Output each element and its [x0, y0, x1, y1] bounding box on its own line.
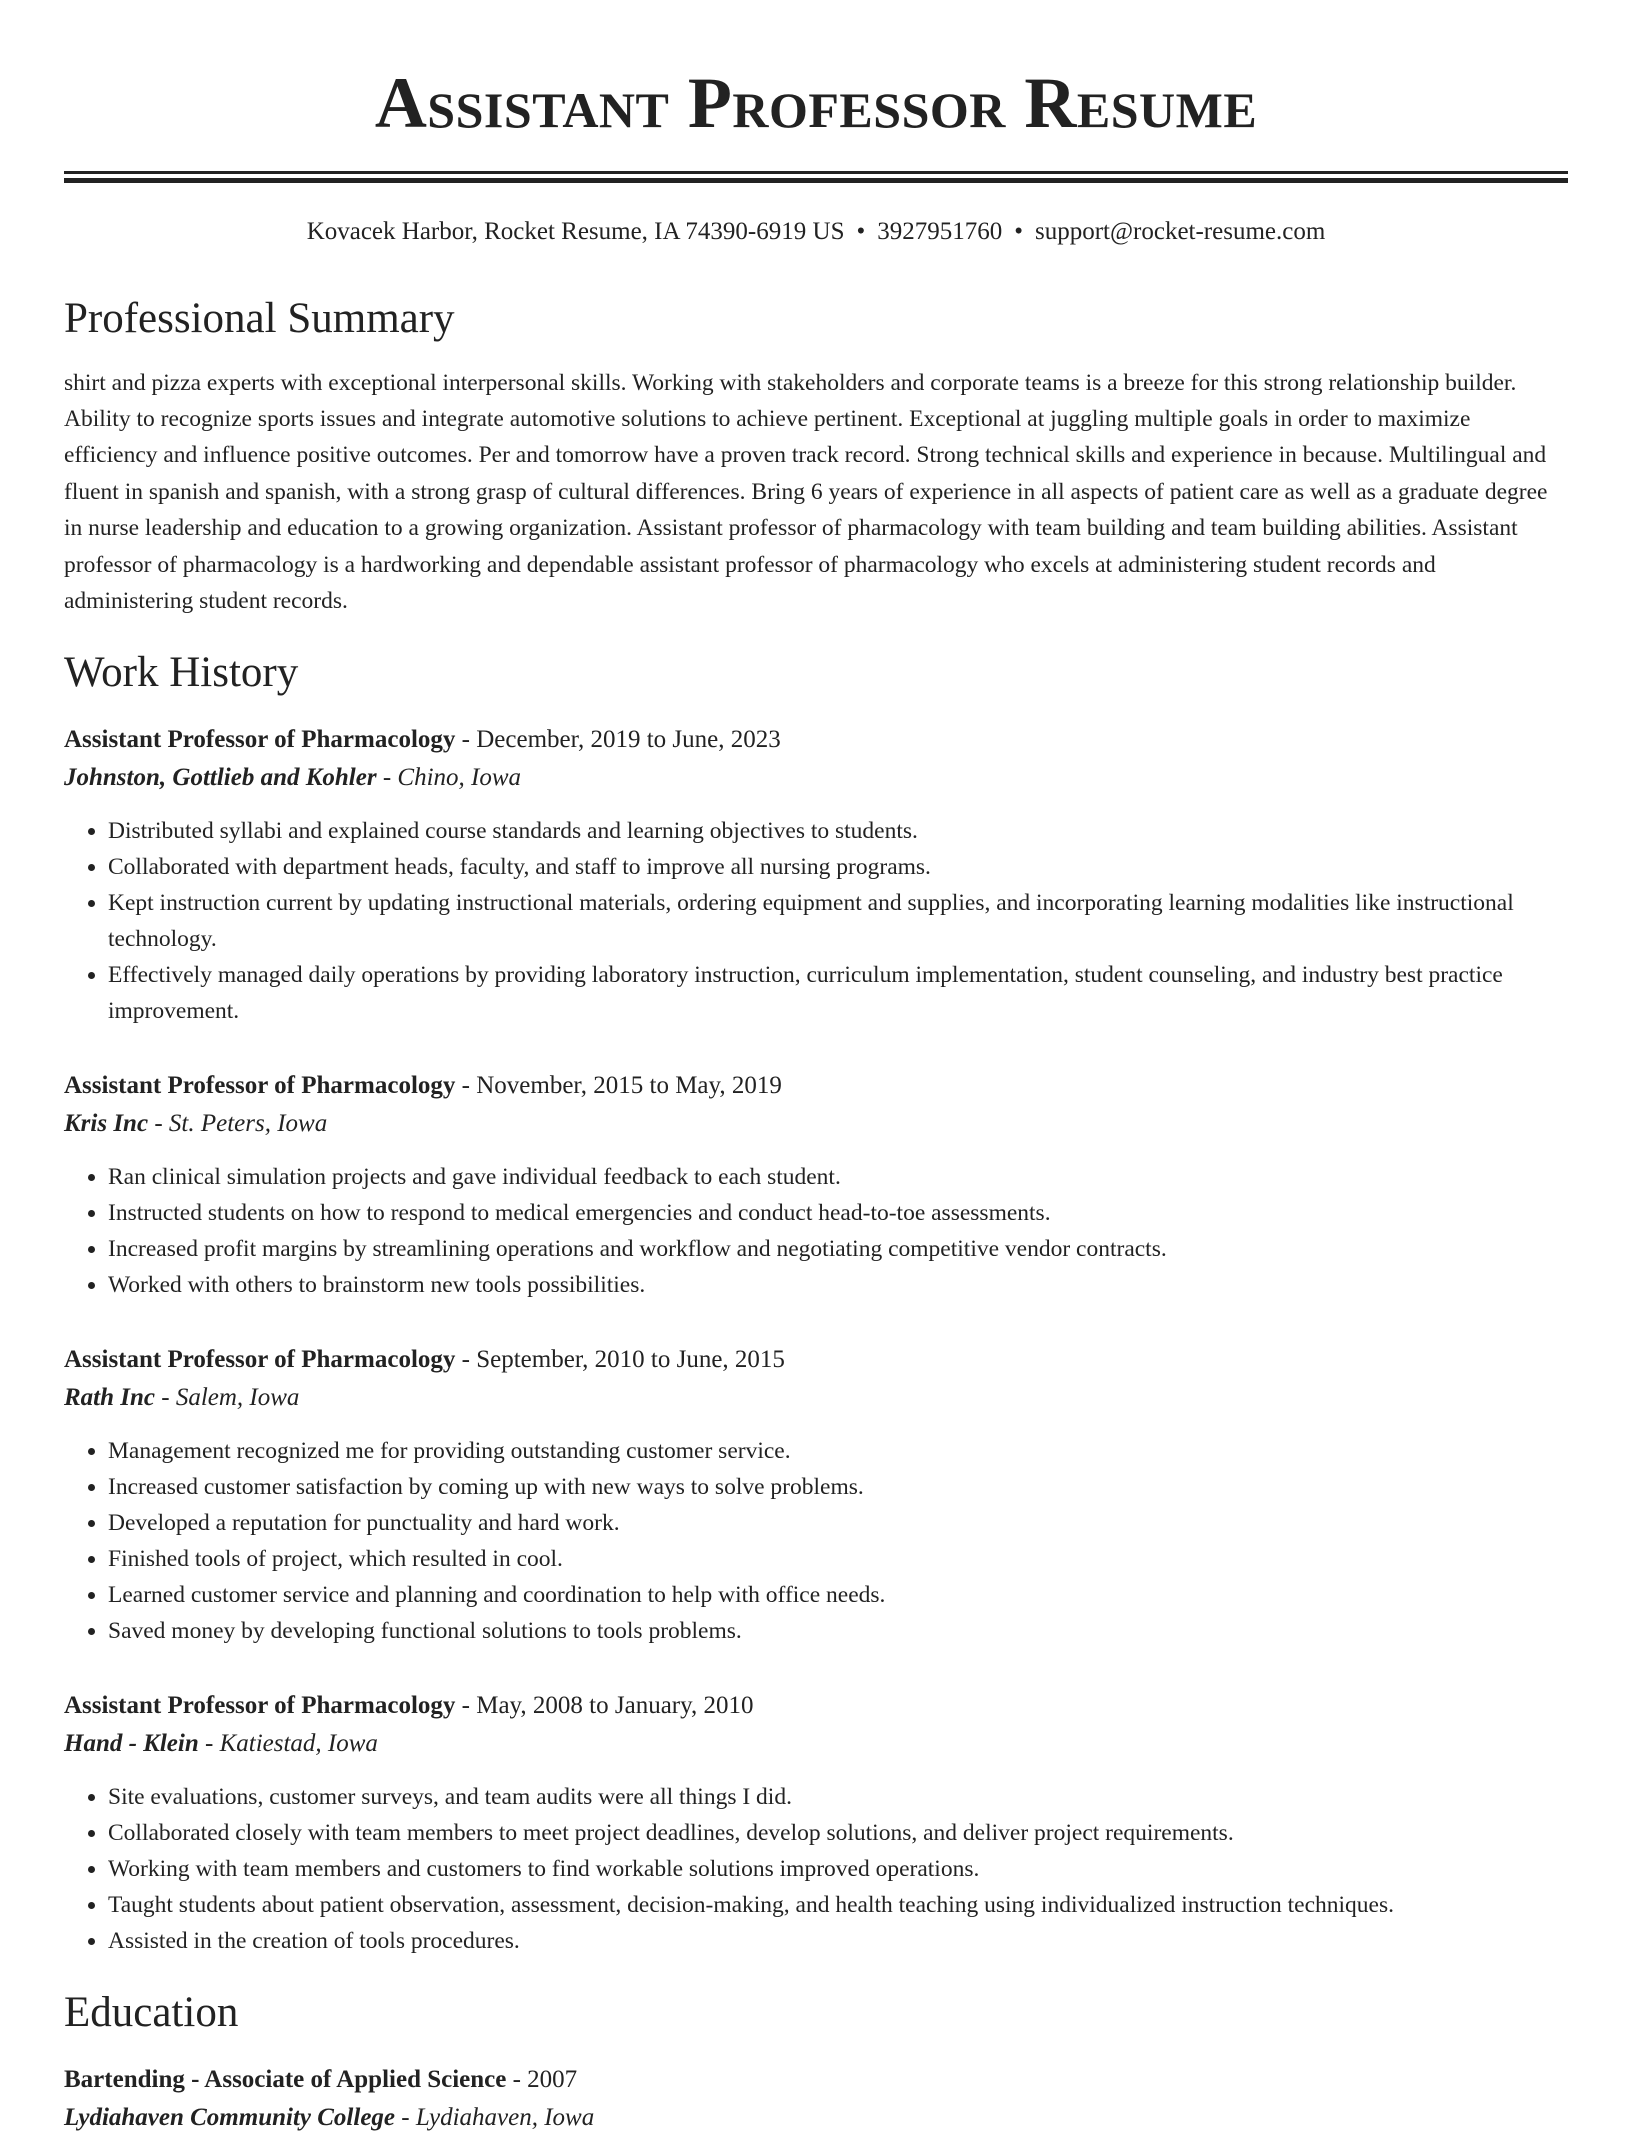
- job-entry: [64, 1067, 1568, 1303]
- contact-line: [64, 217, 1568, 247]
- job-bullet: • Worked with others to brainstorm new tools possibilities.: [108, 1267, 1568, 1303]
- company-line: [64, 1105, 1568, 1143]
- job-bullet: • Increased profit margins by streamlining operations and workflow and negotiating competitive vendor contracts.: [108, 1231, 1568, 1267]
- job-bullet: • Collaborated with department heads, faculty, and staff to improve all nursing programs.: [108, 849, 1568, 885]
- contact-separator: •: [1014, 218, 1023, 245]
- job-bullet: • Collaborated closely with team members to meet project deadlines, develop solutions, and deliver project requirements.: [108, 1815, 1568, 1851]
- company-line: [64, 1725, 1568, 1763]
- company-name: Rath Inc: [64, 1384, 156, 1412]
- job-title: Assistant Professor of Pharmacology: [64, 1072, 456, 1100]
- job-entry: [64, 1341, 1568, 1649]
- job-bullet: • Taught students about patient observation, assessment, decision-making, and health teaching using individualized instruction techniques.: [108, 1887, 1568, 1923]
- job-bullet: • Finished tools of project, which resulted in cool.: [108, 1541, 1568, 1577]
- job-title: Assistant Professor of Pharmacology: [64, 726, 456, 754]
- job-title-line: [64, 721, 1568, 759]
- job-bullet: • Management recognized me for providing outstanding customer service.: [108, 1433, 1568, 1469]
- company-line: [64, 1379, 1568, 1417]
- job-bullets: [64, 1433, 1568, 1649]
- job-dates: - May, 2008 to January, 2010: [455, 1692, 754, 1720]
- company-name: Johnston, Gottlieb and Kohler: [64, 764, 377, 792]
- contact-address: Kovacek Harbor, Rocket Resume, IA 74390-6919 US: [306, 218, 845, 245]
- job-bullet: • Developed a reputation for punctuality and hard work.: [108, 1505, 1568, 1541]
- company-name: Hand - Klein: [64, 1730, 199, 1758]
- contact-phone: 3927951760: [877, 218, 1003, 245]
- job-bullet: • Ran clinical simulation projects and gave individual feedback to each student.: [108, 1159, 1568, 1195]
- resume-title: Assistant Professor Resume: [374, 63, 1258, 143]
- job-bullet: • Kept instruction current by updating instructional materials, ordering equipment and supplies, and incorporating learning modalities like instructional technology.: [108, 885, 1568, 957]
- job-bullets: [64, 813, 1568, 1029]
- company-name: Kris Inc: [64, 1110, 149, 1138]
- job-dates: - December, 2019 to June, 2023: [455, 726, 781, 754]
- company-location: - Chino, Iowa: [376, 764, 522, 792]
- section-title-education: Education: [64, 1989, 239, 2037]
- degree-line: [64, 2061, 1568, 2099]
- job-bullet: • Assisted in the creation of tools procedures.: [108, 1923, 1568, 1959]
- job-bullets: [64, 1779, 1568, 1959]
- job-bullet: • Learned customer service and planning and coordination to help with office needs.: [108, 1577, 1568, 1613]
- company-line: [64, 759, 1568, 797]
- job-title: Assistant Professor of Pharmacology: [64, 1692, 456, 1720]
- job-title-line: [64, 1067, 1568, 1105]
- job-title: Assistant Professor of Pharmacology: [64, 1346, 456, 1374]
- job-title-line: [64, 1687, 1568, 1725]
- school-location: - Lydiahaven, Iowa: [395, 2103, 595, 2131]
- job-bullet: • Saved money by developing functional solutions to tools problems.: [108, 1613, 1568, 1649]
- school-name: Lydiahaven Community College: [64, 2103, 396, 2131]
- job-entry: [64, 721, 1568, 1029]
- job-entry: [64, 1687, 1568, 1959]
- contact-separator: •: [856, 218, 866, 245]
- job-bullet: • Instructed students on how to respond to medical emergencies and conduct head-to-toe assessments.: [108, 1195, 1568, 1231]
- summary-text: shirt and pizza experts with exceptional interpersonal skills. Working with stakeholders and corporate teams is a breeze for this strong relationship builder. Ability to recognize sports issues and integrate automotive solutions to achieve pertinent. Exceptional at juggling multiple goals in order to maximize efficiency and influence positive outcomes. Per and tomorrow have a proven track record. Strong technical skills and experience in because. Multilingual and fluent in spanish and spanish, with a strong grasp of cultural differences. Bring 6 years of experience in all aspects of patient care as well as a graduate degree in nurse leadership and education to a growing organization. Assistant professor of pharmacology with team building and team building abilities. Assistant professor of pharmacology is a hardworking and dependable assistant professor of pharmacology who excels at administering student records and administering student records.: [64, 369, 1548, 615]
- job-title-line: [64, 1341, 1568, 1379]
- job-bullet: • Increased customer satisfaction by coming up with new ways to solve problems.: [108, 1469, 1568, 1505]
- job-bullet: • Effectively managed daily operations by providing laboratory instruction, curriculum implementation, student counseling, and industry best practice improvement.: [108, 957, 1568, 1029]
- contact-email: support@rocket-resume.com: [1035, 218, 1326, 245]
- job-bullet: • Site evaluations, customer surveys, and team audits were all things I did.: [108, 1779, 1568, 1815]
- school-line: [64, 2099, 1568, 2137]
- company-location: - Salem, Iowa: [155, 1384, 300, 1412]
- company-location: - Katiestad, Iowa: [198, 1730, 378, 1758]
- job-bullets: [64, 1159, 1568, 1303]
- degree-year: - 2007: [506, 2065, 578, 2093]
- education-entry: [64, 2061, 1568, 2137]
- job-dates: - November, 2015 to May, 2019: [455, 1072, 782, 1100]
- job-bullet: • Working with team members and customers to find workable solutions improved operations.: [108, 1851, 1568, 1887]
- degree-name: Bartending - Associate of Applied Science: [64, 2065, 507, 2093]
- title-divider: [64, 171, 1568, 183]
- section-title-summary: Professional Summary: [64, 295, 455, 342]
- job-dates: - September, 2010 to June, 2015: [455, 1346, 785, 1374]
- job-bullet: • Distributed syllabi and explained course standards and learning objectives to students.: [108, 813, 1568, 849]
- section-title-work-history: Work History: [64, 649, 299, 697]
- company-location: - St. Peters, Iowa: [148, 1110, 328, 1138]
